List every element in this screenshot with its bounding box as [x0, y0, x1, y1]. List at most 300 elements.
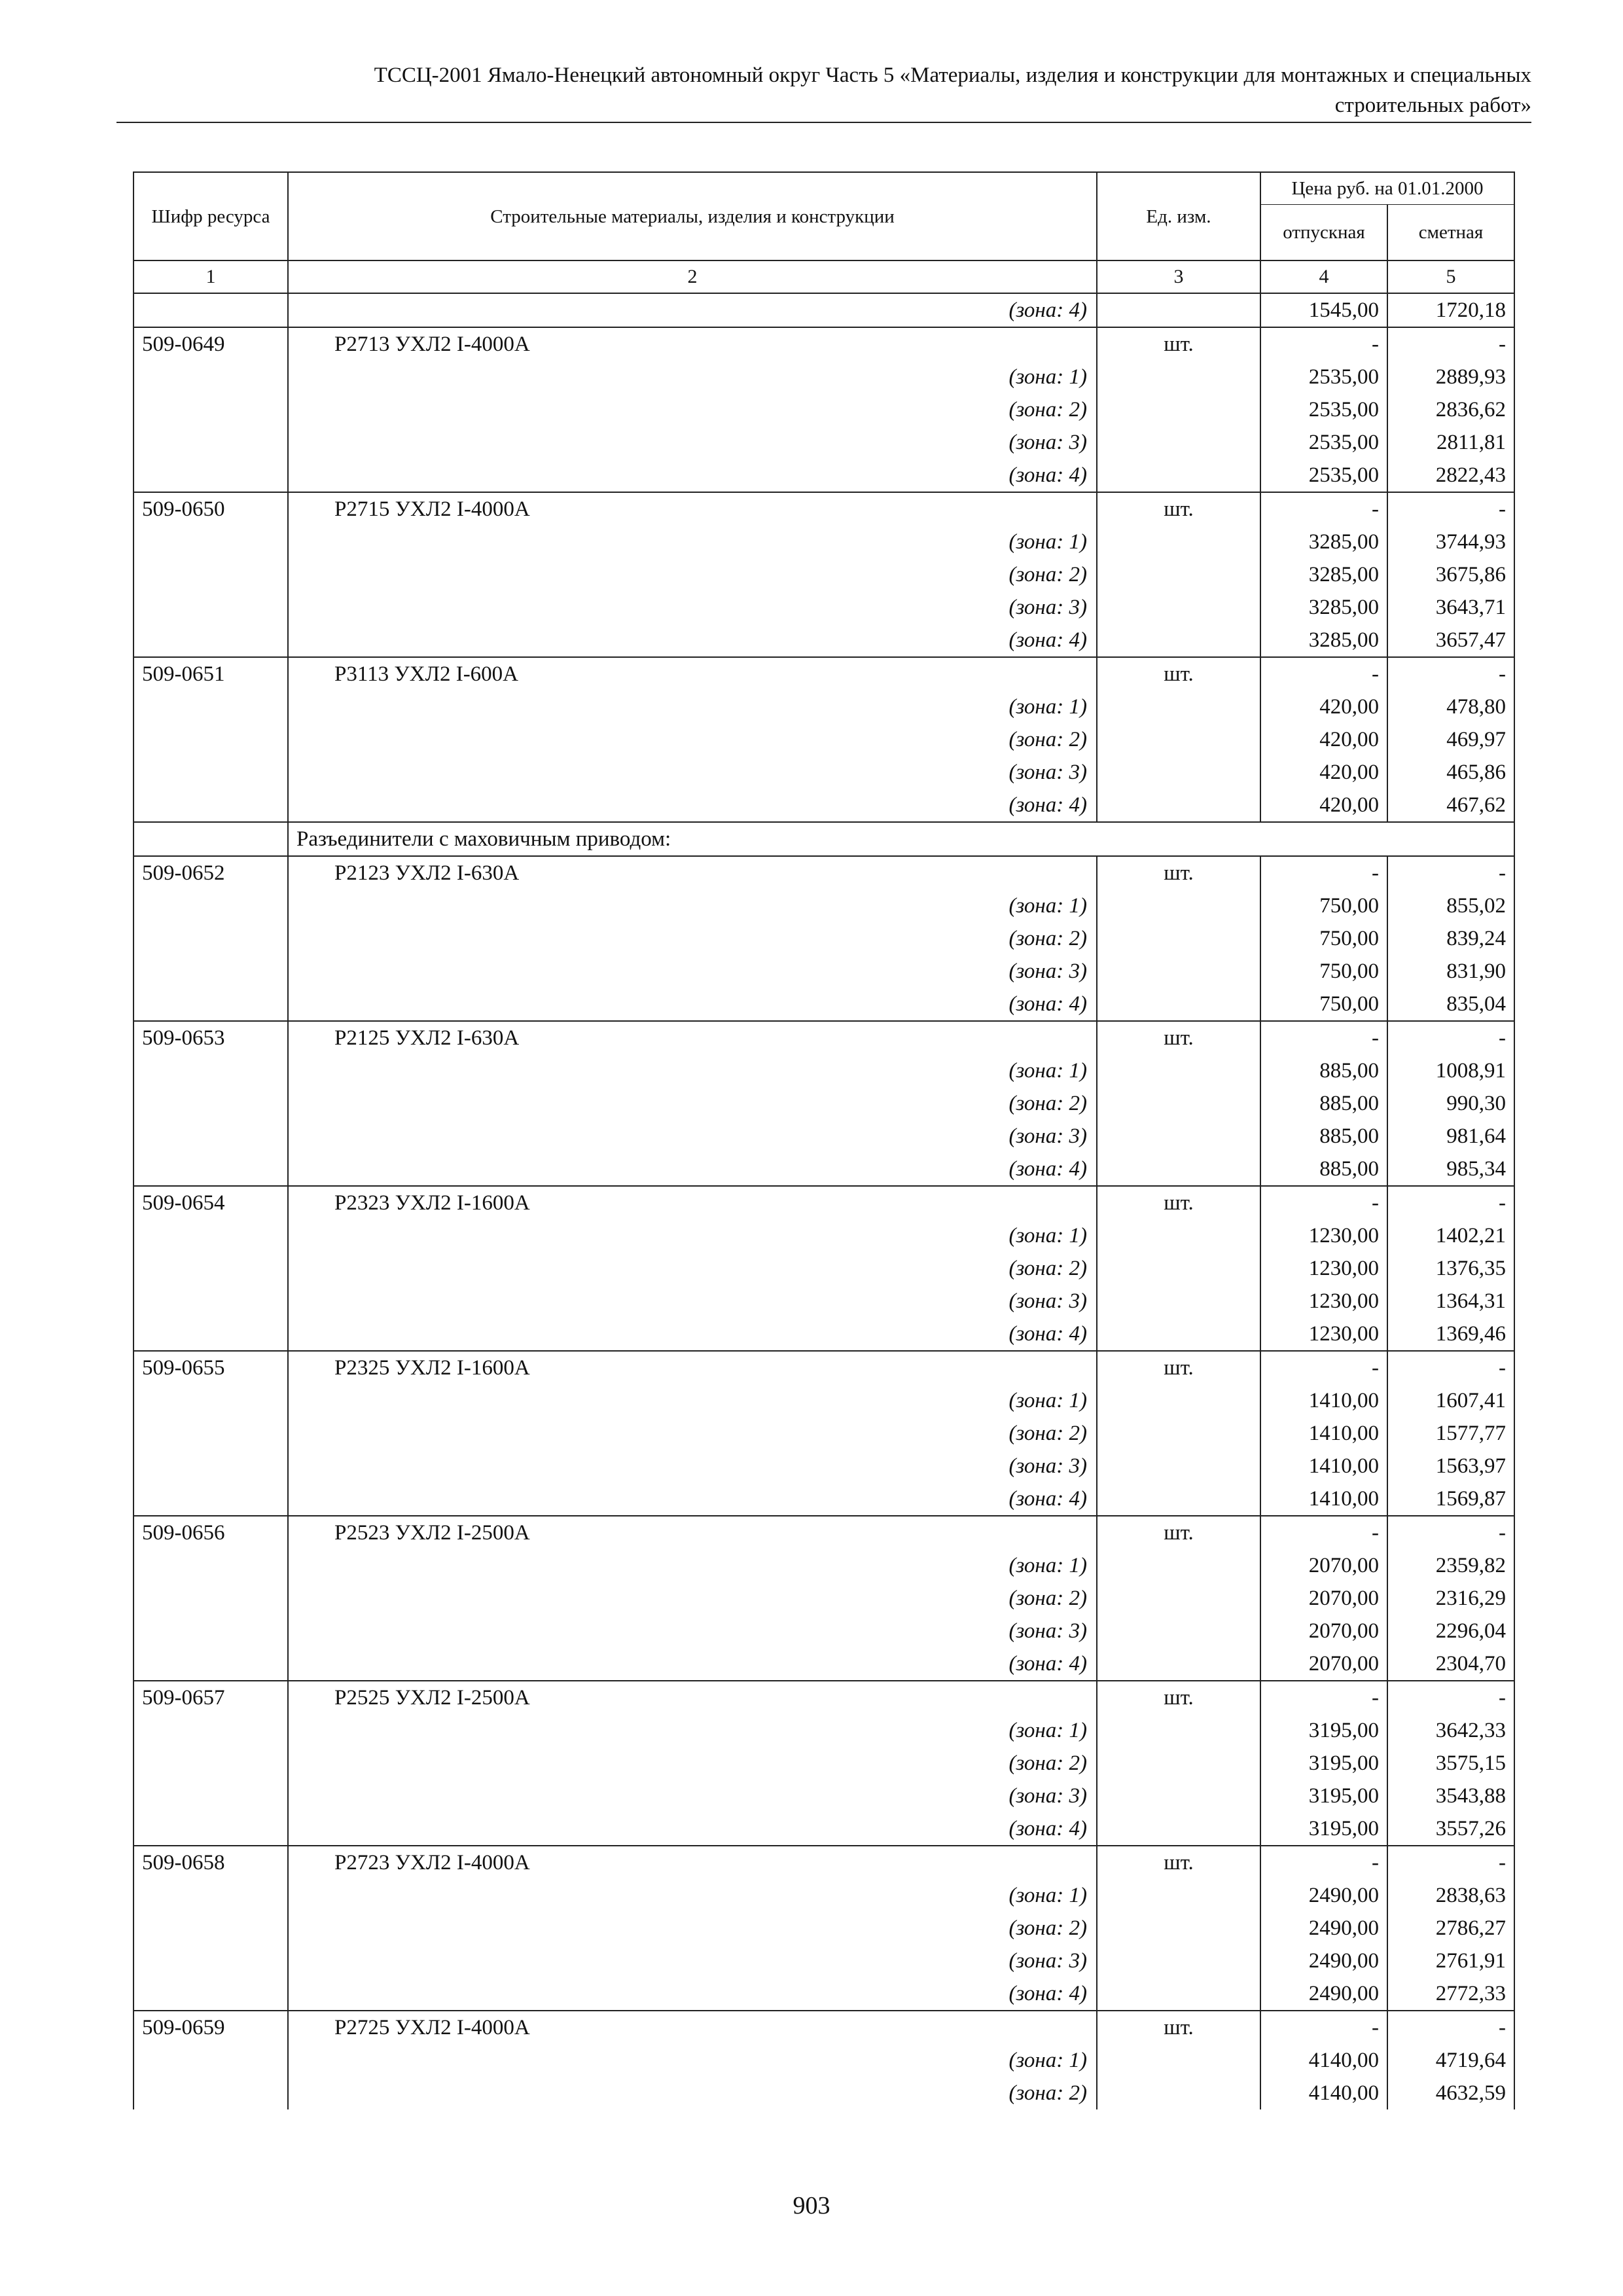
zone-estimate-price: 2316,29 [1387, 1582, 1514, 1615]
zone-release-price: 3195,00 [1260, 1812, 1387, 1846]
col-header-code: Шифр ресурса [134, 172, 288, 260]
resource-code-empty [134, 1318, 288, 1351]
resource-code-empty [134, 1153, 288, 1186]
unit-empty [1097, 1482, 1260, 1516]
release-price: - [1260, 492, 1387, 526]
resource-code-empty [134, 1747, 288, 1780]
resource-code-empty [134, 624, 288, 657]
estimate-price: - [1387, 1516, 1514, 1549]
zone-release-price: 420,00 [1260, 789, 1387, 822]
item-row [134, 1846, 1514, 1879]
running-header-line-2: строительных работ» [1334, 94, 1531, 117]
resource-code-empty [134, 293, 288, 327]
unit-empty [1097, 361, 1260, 393]
zone-row [134, 1318, 1514, 1351]
zone-release-price: 420,00 [1260, 756, 1387, 789]
zone-release-price: 3195,00 [1260, 1714, 1387, 1747]
running-header [116, 63, 1531, 123]
zone-row [134, 1945, 1514, 1977]
estimate-price: - [1387, 856, 1514, 889]
zone-label: (зона: 4) [288, 789, 1097, 822]
unit-empty [1097, 1747, 1260, 1780]
item-name: Р2525 УХЛ2 I-2500А [288, 1681, 1097, 1714]
col-number-3: 3 [1097, 260, 1260, 293]
release-price: - [1260, 1021, 1387, 1054]
zone-label: (зона: 1) [288, 1879, 1097, 1912]
unit-empty [1097, 2044, 1260, 2077]
zone-estimate-price: 2304,70 [1387, 1647, 1514, 1681]
resource-code-empty [134, 1252, 288, 1285]
zone-row [134, 1879, 1514, 1912]
unit: шт. [1097, 1351, 1260, 1384]
zone-estimate-price: 1008,91 [1387, 1054, 1514, 1087]
unit-empty [1097, 558, 1260, 591]
unit-empty [1097, 1912, 1260, 1945]
zone-release-price: 4140,00 [1260, 2044, 1387, 2077]
estimate-price: - [1387, 2011, 1514, 2044]
col-number-5: 5 [1387, 260, 1514, 293]
unit-empty [1097, 293, 1260, 327]
zone-label: (зона: 4) [288, 1977, 1097, 2011]
unit-empty [1097, 1714, 1260, 1747]
col-header-release-price: отпускная [1260, 205, 1387, 261]
col-number-1: 1 [134, 260, 288, 293]
zone-estimate-price: 1369,46 [1387, 1318, 1514, 1351]
item-row [134, 657, 1514, 691]
zone-row [134, 1153, 1514, 1186]
zone-release-price: 2490,00 [1260, 1879, 1387, 1912]
resource-code: 509-0651 [134, 657, 288, 691]
item-name: Р2125 УХЛ2 I-630А [288, 1021, 1097, 1054]
resource-code-empty [134, 1087, 288, 1120]
resource-code-empty [134, 1615, 288, 1647]
unit-empty [1097, 624, 1260, 657]
zone-label: (зона: 3) [288, 1615, 1097, 1647]
resource-code: 509-0656 [134, 1516, 288, 1549]
resource-code-empty [134, 1450, 288, 1482]
zone-estimate-price: 1720,18 [1387, 293, 1514, 327]
zone-label: (зона: 1) [288, 889, 1097, 922]
zone-row [134, 591, 1514, 624]
unit-empty [1097, 1879, 1260, 1912]
zone-estimate-price: 831,90 [1387, 955, 1514, 988]
unit-empty [1097, 393, 1260, 426]
price-table-container [133, 171, 1515, 2149]
unit-empty [1097, 922, 1260, 955]
item-name: Р2715 УХЛ2 I-4000А [288, 492, 1097, 526]
zone-release-price: 2070,00 [1260, 1647, 1387, 1681]
zone-estimate-price: 1569,87 [1387, 1482, 1514, 1516]
header-row-numbers [134, 260, 1514, 293]
zone-release-price: 1410,00 [1260, 1450, 1387, 1482]
zone-label: (зона: 4) [288, 1647, 1097, 1681]
resource-code: 509-0657 [134, 1681, 288, 1714]
unit: шт. [1097, 1516, 1260, 1549]
zone-estimate-price: 3543,88 [1387, 1780, 1514, 1812]
release-price: - [1260, 1351, 1387, 1384]
unit-empty [1097, 1780, 1260, 1812]
zone-row [134, 293, 1514, 327]
zone-label: (зона: 1) [288, 691, 1097, 723]
zone-release-price: 2535,00 [1260, 361, 1387, 393]
resource-code-empty [134, 955, 288, 988]
header-row-1 [134, 172, 1514, 205]
zone-row [134, 691, 1514, 723]
zone-row [134, 1054, 1514, 1087]
col-number-2: 2 [288, 260, 1097, 293]
zone-estimate-price: 2822,43 [1387, 459, 1514, 492]
unit-empty [1097, 1615, 1260, 1647]
estimate-price: - [1387, 1846, 1514, 1879]
item-name: Р2713 УХЛ2 I-4000А [288, 327, 1097, 361]
resource-code-empty [134, 1582, 288, 1615]
zone-release-price: 3195,00 [1260, 1780, 1387, 1812]
zone-row [134, 426, 1514, 459]
zone-release-price: 750,00 [1260, 889, 1387, 922]
unit-empty [1097, 756, 1260, 789]
zone-label: (зона: 2) [288, 558, 1097, 591]
resource-code-empty [134, 889, 288, 922]
resource-code-empty [134, 459, 288, 492]
zone-estimate-price: 2811,81 [1387, 426, 1514, 459]
unit-empty [1097, 1647, 1260, 1681]
zone-row [134, 1780, 1514, 1812]
zone-release-price: 885,00 [1260, 1153, 1387, 1186]
zone-release-price: 3285,00 [1260, 624, 1387, 657]
zone-label: (зона: 4) [288, 1153, 1097, 1186]
zone-estimate-price: 2838,63 [1387, 1879, 1514, 1912]
zone-release-price: 885,00 [1260, 1054, 1387, 1087]
unit-empty [1097, 1549, 1260, 1582]
unit-empty [1097, 1812, 1260, 1846]
resource-code-empty [134, 1647, 288, 1681]
resource-code-empty [134, 558, 288, 591]
unit-empty [1097, 1153, 1260, 1186]
zone-estimate-price: 2786,27 [1387, 1912, 1514, 1945]
unit-empty [1097, 1087, 1260, 1120]
zone-estimate-price: 3675,86 [1387, 558, 1514, 591]
zone-label: (зона: 1) [288, 2044, 1097, 2077]
unit-empty [1097, 591, 1260, 624]
unit-empty [1097, 1582, 1260, 1615]
resource-code-empty [134, 426, 288, 459]
zone-estimate-price: 478,80 [1387, 691, 1514, 723]
resource-code-empty [134, 1219, 288, 1252]
col-header-unit: Ед. изм. [1097, 172, 1260, 260]
zone-row [134, 922, 1514, 955]
table-head [134, 172, 1514, 293]
zone-release-price: 750,00 [1260, 955, 1387, 988]
zone-release-price: 885,00 [1260, 1087, 1387, 1120]
unit-empty [1097, 1384, 1260, 1417]
zone-row [134, 789, 1514, 822]
zone-release-price: 2070,00 [1260, 1615, 1387, 1647]
zone-release-price: 4140,00 [1260, 2077, 1387, 2109]
zone-release-price: 1230,00 [1260, 1219, 1387, 1252]
resource-code: 509-0659 [134, 2011, 288, 2044]
zone-estimate-price: 1607,41 [1387, 1384, 1514, 1417]
resource-code-empty [134, 1714, 288, 1747]
unit-empty [1097, 459, 1260, 492]
section-row [134, 822, 1514, 856]
resource-code-empty [134, 1120, 288, 1153]
resource-code-empty [134, 591, 288, 624]
unit-empty [1097, 889, 1260, 922]
unit: шт. [1097, 1681, 1260, 1714]
item-name: Р2725 УХЛ2 I-4000А [288, 2011, 1097, 2044]
resource-code-empty [134, 2044, 288, 2077]
zone-label: (зона: 4) [288, 1318, 1097, 1351]
zone-row [134, 1549, 1514, 1582]
resource-code-empty [134, 1879, 288, 1912]
zone-release-price: 1410,00 [1260, 1482, 1387, 1516]
zone-estimate-price: 1402,21 [1387, 1219, 1514, 1252]
zone-row [134, 955, 1514, 988]
zone-release-price: 2535,00 [1260, 393, 1387, 426]
release-price: - [1260, 1186, 1387, 1219]
zone-release-price: 420,00 [1260, 691, 1387, 723]
resource-code-empty [134, 723, 288, 756]
zone-label: (зона: 4) [288, 459, 1097, 492]
zone-release-price: 1410,00 [1260, 1417, 1387, 1450]
estimate-price: - [1387, 1681, 1514, 1714]
resource-code-empty [134, 1054, 288, 1087]
zone-row [134, 756, 1514, 789]
table-body [134, 293, 1514, 2109]
zone-label: (зона: 1) [288, 526, 1097, 558]
item-row [134, 856, 1514, 889]
resource-code-empty [134, 789, 288, 822]
resource-code-empty [134, 1977, 288, 2011]
item-name: Р2523 УХЛ2 I-2500А [288, 1516, 1097, 1549]
item-row [134, 1681, 1514, 1714]
zone-label: (зона: 2) [288, 723, 1097, 756]
price-table [133, 171, 1515, 2109]
zone-label: (зона: 4) [288, 1812, 1097, 1846]
unit-empty [1097, 955, 1260, 988]
release-price: - [1260, 327, 1387, 361]
zone-row [134, 558, 1514, 591]
col-header-estimate-price: сметная [1387, 205, 1514, 261]
zone-estimate-price: 465,86 [1387, 756, 1514, 789]
zone-row [134, 1747, 1514, 1780]
unit-empty [1097, 691, 1260, 723]
resource-code-empty [134, 1912, 288, 1945]
zone-release-price: 750,00 [1260, 988, 1387, 1021]
zone-estimate-price: 1364,31 [1387, 1285, 1514, 1318]
unit-empty [1097, 1417, 1260, 1450]
zone-estimate-price: 2359,82 [1387, 1549, 1514, 1582]
zone-estimate-price: 3557,26 [1387, 1812, 1514, 1846]
resource-code: 509-0654 [134, 1186, 288, 1219]
running-header-line-1: ТССЦ-2001 Ямало-Ненецкий автономный округ Часть 5 «Материалы, изделия и конструкции для монтажных и специальных [374, 63, 1531, 87]
zone-release-price: 2070,00 [1260, 1582, 1387, 1615]
zone-label: (зона: 1) [288, 1384, 1097, 1417]
release-price: - [1260, 1681, 1387, 1714]
item-row [134, 2011, 1514, 2044]
item-row [134, 492, 1514, 526]
zone-row [134, 1087, 1514, 1120]
zone-estimate-price: 985,34 [1387, 1153, 1514, 1186]
zone-label: (зона: 3) [288, 1120, 1097, 1153]
zone-release-price: 3285,00 [1260, 591, 1387, 624]
resource-code: 509-0653 [134, 1021, 288, 1054]
zone-row [134, 1812, 1514, 1846]
unit-empty [1097, 1285, 1260, 1318]
page-number: 903 [793, 2192, 830, 2219]
zone-row [134, 1252, 1514, 1285]
unit-empty [1097, 1219, 1260, 1252]
unit-empty [1097, 1252, 1260, 1285]
zone-release-price: 885,00 [1260, 1120, 1387, 1153]
zone-label: (зона: 3) [288, 955, 1097, 988]
zone-estimate-price: 855,02 [1387, 889, 1514, 922]
resource-code-empty [134, 2077, 288, 2109]
zone-row [134, 1120, 1514, 1153]
zone-label: (зона: 2) [288, 1252, 1097, 1285]
unit-empty [1097, 1318, 1260, 1351]
unit: шт. [1097, 657, 1260, 691]
resource-code-empty [134, 1482, 288, 1516]
resource-code-empty [134, 1285, 288, 1318]
release-price: - [1260, 856, 1387, 889]
resource-code-empty [134, 988, 288, 1021]
zone-release-price: 1230,00 [1260, 1285, 1387, 1318]
zone-row [134, 1582, 1514, 1615]
unit-empty [1097, 789, 1260, 822]
unit-empty [1097, 1120, 1260, 1153]
zone-release-price: 1545,00 [1260, 293, 1387, 327]
estimate-price: - [1387, 1351, 1514, 1384]
zone-label: (зона: 2) [288, 1582, 1097, 1615]
zone-label: (зона: 2) [288, 1912, 1097, 1945]
unit: шт. [1097, 1186, 1260, 1219]
zone-row [134, 2044, 1514, 2077]
zone-release-price: 1230,00 [1260, 1318, 1387, 1351]
zone-release-price: 2535,00 [1260, 426, 1387, 459]
zone-row [134, 1482, 1514, 1516]
unit: шт. [1097, 492, 1260, 526]
unit-empty [1097, 988, 1260, 1021]
zone-release-price: 3285,00 [1260, 558, 1387, 591]
item-name: Р2723 УХЛ2 I-4000А [288, 1846, 1097, 1879]
resource-code-empty [134, 1417, 288, 1450]
zone-label: (зона: 1) [288, 361, 1097, 393]
resource-code-empty [134, 361, 288, 393]
unit-empty [1097, 1450, 1260, 1482]
zone-label: (зона: 1) [288, 1714, 1097, 1747]
zone-label: (зона: 4) [288, 293, 1097, 327]
item-row [134, 1516, 1514, 1549]
zone-estimate-price: 4632,59 [1387, 2077, 1514, 2109]
unit-empty [1097, 526, 1260, 558]
zone-row [134, 1714, 1514, 1747]
zone-row [134, 1417, 1514, 1450]
zone-release-price: 750,00 [1260, 922, 1387, 955]
zone-row [134, 624, 1514, 657]
zone-label: (зона: 1) [288, 1054, 1097, 1087]
item-name: Р3113 УХЛ2 I-600А [288, 657, 1097, 691]
section-code-cell [134, 822, 288, 856]
zone-estimate-price: 2761,91 [1387, 1945, 1514, 1977]
zone-estimate-price: 3657,47 [1387, 624, 1514, 657]
zone-row [134, 1285, 1514, 1318]
zone-label: (зона: 3) [288, 1450, 1097, 1482]
zone-label: (зона: 4) [288, 988, 1097, 1021]
release-price: - [1260, 2011, 1387, 2044]
zone-label: (зона: 2) [288, 393, 1097, 426]
zone-label: (зона: 3) [288, 1780, 1097, 1812]
zone-label: (зона: 2) [288, 922, 1097, 955]
resource-code: 509-0649 [134, 327, 288, 361]
zone-release-price: 1410,00 [1260, 1384, 1387, 1417]
zone-estimate-price: 2772,33 [1387, 1977, 1514, 2011]
zone-release-price: 3195,00 [1260, 1747, 1387, 1780]
zone-row [134, 988, 1514, 1021]
release-price: - [1260, 1846, 1387, 1879]
zone-row [134, 361, 1514, 393]
unit-empty [1097, 1054, 1260, 1087]
resource-code-empty [134, 1945, 288, 1977]
item-row [134, 1186, 1514, 1219]
zone-estimate-price: 839,24 [1387, 922, 1514, 955]
zone-row [134, 723, 1514, 756]
zone-row [134, 1219, 1514, 1252]
release-price: - [1260, 1516, 1387, 1549]
unit: шт. [1097, 1846, 1260, 1879]
unit-empty [1097, 1945, 1260, 1977]
unit: шт. [1097, 327, 1260, 361]
zone-label: (зона: 3) [288, 591, 1097, 624]
zone-row [134, 889, 1514, 922]
zone-label: (зона: 1) [288, 1549, 1097, 1582]
resource-code-empty [134, 1780, 288, 1812]
item-row [134, 327, 1514, 361]
zone-row [134, 1912, 1514, 1945]
zone-estimate-price: 3575,15 [1387, 1747, 1514, 1780]
zone-release-price: 3285,00 [1260, 526, 1387, 558]
zone-estimate-price: 4719,64 [1387, 2044, 1514, 2077]
unit: шт. [1097, 856, 1260, 889]
col-number-4: 4 [1260, 260, 1387, 293]
resource-code-empty [134, 691, 288, 723]
zone-label: (зона: 3) [288, 426, 1097, 459]
zone-estimate-price: 469,97 [1387, 723, 1514, 756]
zone-estimate-price: 1563,97 [1387, 1450, 1514, 1482]
zone-label: (зона: 4) [288, 1482, 1097, 1516]
zone-label: (зона: 4) [288, 624, 1097, 657]
item-name: Р2123 УХЛ2 I-630А [288, 856, 1097, 889]
zone-row [134, 1647, 1514, 1681]
zone-estimate-price: 2296,04 [1387, 1615, 1514, 1647]
zone-release-price: 2070,00 [1260, 1549, 1387, 1582]
zone-estimate-price: 467,62 [1387, 789, 1514, 822]
estimate-price: - [1387, 327, 1514, 361]
unit-empty [1097, 426, 1260, 459]
zone-row [134, 2077, 1514, 2109]
zone-row [134, 1615, 1514, 1647]
zone-label: (зона: 3) [288, 756, 1097, 789]
zone-estimate-price: 3642,33 [1387, 1714, 1514, 1747]
resource-code-empty [134, 922, 288, 955]
unit: шт. [1097, 1021, 1260, 1054]
resource-code-empty [134, 1384, 288, 1417]
estimate-price: - [1387, 1021, 1514, 1054]
zone-release-price: 2535,00 [1260, 459, 1387, 492]
resource-code-empty [134, 393, 288, 426]
zone-row [134, 1977, 1514, 2011]
zone-release-price: 2490,00 [1260, 1977, 1387, 2011]
